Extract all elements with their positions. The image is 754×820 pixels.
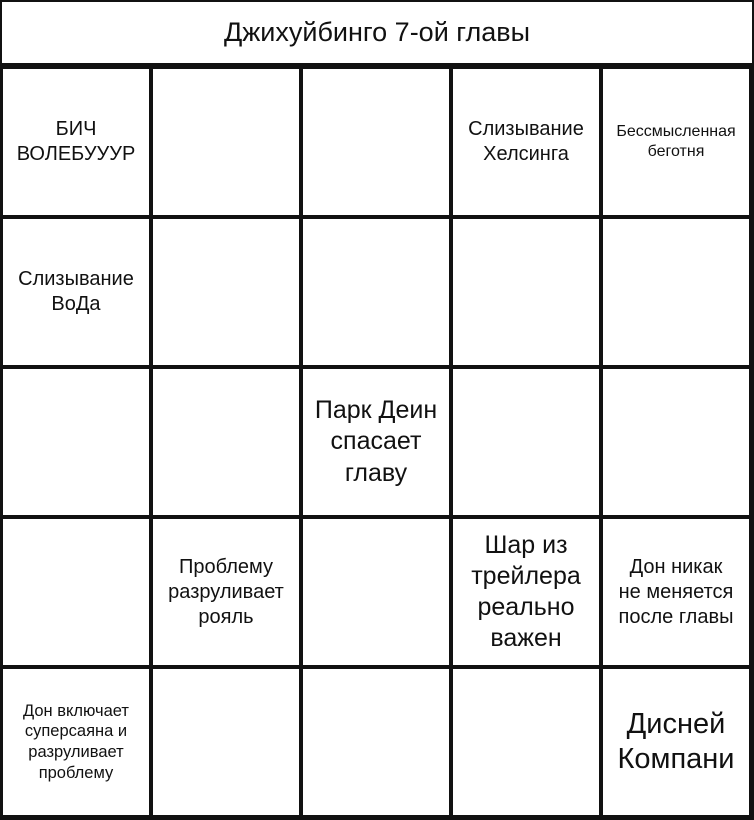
- bingo-cell-r1-c3[interactable]: [303, 69, 449, 215]
- bingo-cell-text: Дон никак не меняется после главы: [618, 555, 734, 628]
- bingo-cell-r4-c3[interactable]: [303, 519, 449, 665]
- bingo-cell-r1-c1[interactable]: [3, 69, 149, 215]
- bingo-title-text: Джихуйбинго 7-ой главы: [223, 17, 531, 47]
- bingo-cell-text: Слизывание ВоДа: [18, 268, 134, 315]
- bingo-cell-r5-c1[interactable]: [3, 669, 149, 815]
- bingo-cell-r1-c4[interactable]: [453, 69, 599, 215]
- bingo-cell-text: БИЧ ВОЛЕБУУУР: [16, 118, 136, 165]
- bingo-cell-r5-c3[interactable]: [303, 669, 449, 815]
- bingo-cell-r4-c2[interactable]: [153, 519, 299, 665]
- bingo-cell-text: Шар из трейлера реально важен: [471, 530, 581, 653]
- bingo-cell-text: Дисней Компани: [617, 708, 735, 775]
- bingo-cell-r2-c3[interactable]: [303, 219, 449, 365]
- bingo-board: [0, 65, 754, 820]
- bingo-cell-r2-c1[interactable]: [3, 219, 149, 365]
- bingo-cell-r1-c2[interactable]: [153, 69, 299, 215]
- bingo-cell-r1-c5[interactable]: [603, 69, 749, 215]
- bingo-cell-r4-c5[interactable]: [603, 519, 749, 665]
- bingo-cell-text: Слизывание Хелсинга: [468, 118, 584, 165]
- bingo-cell-r3-c1[interactable]: [3, 369, 149, 515]
- bingo-cell-text: Проблему разруливает рояль: [168, 555, 284, 628]
- bingo-cell-r5-c5[interactable]: [603, 669, 749, 815]
- bingo-cell-text: Парк Деин спасает главу: [314, 396, 438, 487]
- bingo-cell-r4-c1[interactable]: [3, 519, 149, 665]
- bingo-cell-r3-c5[interactable]: [603, 369, 749, 515]
- bingo-cell-r5-c4[interactable]: [453, 669, 599, 815]
- bingo-cell-r5-c2[interactable]: [153, 669, 299, 815]
- bingo-cell-r2-c4[interactable]: [453, 219, 599, 365]
- bingo-cell-r4-c4[interactable]: [453, 519, 599, 665]
- bingo-cell-r2-c5[interactable]: [603, 219, 749, 365]
- bingo-title: [0, 0, 754, 65]
- bingo-cell-text: Бессмысленная беготня: [616, 123, 736, 160]
- bingo-cell-r3-c3[interactable]: [303, 369, 449, 515]
- bingo-cell-r3-c4[interactable]: [453, 369, 599, 515]
- bingo-cell-r2-c2[interactable]: [153, 219, 299, 365]
- bingo-cell-text: Дон включает суперсаяна и разруливает проблему: [22, 701, 129, 782]
- bingo-cell-r3-c2[interactable]: [153, 369, 299, 515]
